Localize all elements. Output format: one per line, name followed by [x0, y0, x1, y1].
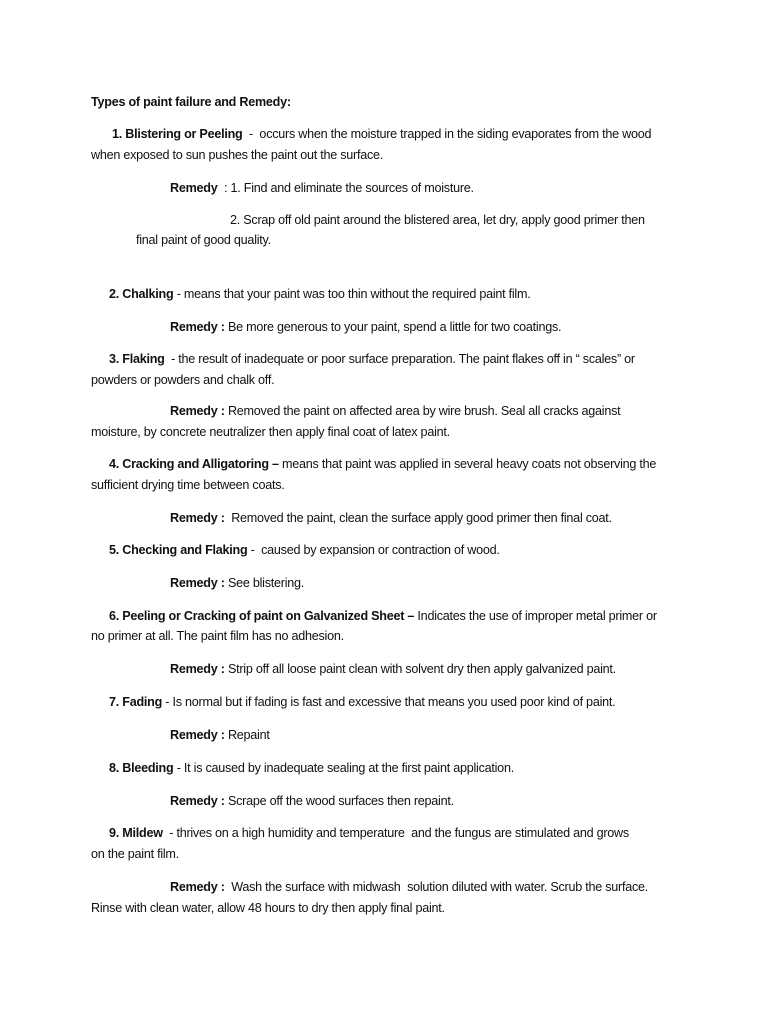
item-7-description: - Is normal but if fading is fast and excessive that means you used poor kind of paint.	[162, 695, 616, 709]
item-8-number: 8.	[109, 761, 120, 775]
item-1-remedy-label: Remedy	[170, 181, 218, 195]
item-6-heading-line	[109, 608, 657, 624]
item-3-description-line1: - the result of inadequate or poor surface preparation. The paint flakes off in “ scales” or	[164, 352, 635, 366]
item-6-remedy-line	[170, 661, 616, 677]
item-5-remedy-text: See blistering.	[224, 576, 305, 590]
item-3-remedy-label: Remedy :	[170, 404, 225, 418]
item-6-description-line2: no primer at all. The paint film has no adhesion.	[91, 629, 344, 643]
item-5-heading-line	[109, 542, 500, 558]
item-2-term: Chalking	[122, 287, 174, 301]
item-1-remedy-line	[170, 180, 474, 196]
item-7-remedy-text: Repaint	[224, 728, 270, 742]
item-8-remedy-line	[170, 793, 454, 809]
item-8-heading-line	[109, 760, 514, 776]
item-4-term: Cracking and Alligatoring –	[122, 457, 279, 471]
item-3-heading-line	[109, 351, 635, 367]
item-4-heading-line	[109, 456, 656, 472]
item-6-remedy-label: Remedy :	[170, 662, 225, 676]
item-1-remedy-step1: : 1. Find and eliminate the sources of moisture.	[217, 181, 474, 195]
item-8-description: - It is caused by inadequate sealing at the first paint application.	[173, 761, 514, 775]
item-8-remedy-label: Remedy :	[170, 794, 225, 808]
item-9-heading-line	[109, 825, 629, 841]
item-9-remedy-line1	[170, 879, 648, 895]
item-7-remedy-line	[170, 727, 270, 743]
item-6-remedy-text: Strip off all loose paint clean with solvent dry then apply galvanized paint.	[224, 662, 616, 676]
item-5-description: - caused by expansion or contraction of wood.	[247, 543, 500, 557]
item-2-remedy-line	[170, 319, 561, 335]
item-1-description-line2: when exposed to sun pushes the paint out the surface.	[91, 148, 384, 162]
item-9-number: 9.	[109, 826, 120, 840]
item-7-heading-line	[109, 694, 615, 710]
item-5-number: 5.	[109, 543, 120, 557]
document-title: Types of paint failure and Remedy:	[91, 95, 291, 109]
item-7-number: 7.	[109, 695, 120, 709]
item-3-description-line2: powders or powders and chalk off.	[91, 373, 275, 387]
item-2-remedy-label: Remedy :	[170, 320, 225, 334]
item-9-term: Mildew	[122, 826, 163, 840]
item-4-remedy-text: Removed the paint, clean the surface apply good primer then final coat.	[224, 511, 612, 525]
item-6-description-line1: Indicates the use of improper metal primer or	[414, 609, 657, 623]
item-4-description-line2: sufficient drying time between coats.	[91, 478, 285, 492]
item-1-term: Blistering or Peeling	[125, 127, 243, 141]
item-6-term: Peeling or Cracking of paint on Galvanized Sheet –	[122, 609, 415, 623]
item-9-remedy-label: Remedy :	[170, 880, 225, 894]
item-4-number: 4.	[109, 457, 120, 471]
item-9-remedy-line2: Rinse with clean water, allow 48 hours to dry then apply final paint.	[91, 901, 445, 915]
item-7-remedy-label: Remedy :	[170, 728, 225, 742]
item-3-remedy-line1	[170, 403, 620, 419]
item-3-remedy-text-line1: Removed the paint on affected area by wire brush. Seal all cracks against	[224, 404, 621, 418]
item-2-heading-line	[109, 286, 530, 302]
item-7-term: Fading	[122, 695, 163, 709]
item-9-remedy-text-line1: Wash the surface with midwash solution diluted with water. Scrub the surface.	[224, 880, 649, 894]
item-5-term: Checking and Flaking	[122, 543, 248, 557]
item-1-separator: -	[242, 127, 257, 141]
item-3-remedy-line2: moisture, by concrete neutralizer then apply final coat of latex paint.	[91, 425, 450, 439]
item-8-remedy-text: Scrape off the wood surfaces then repaint.	[224, 794, 454, 808]
item-4-remedy-label: Remedy :	[170, 511, 225, 525]
item-1-remedy-step2-line1: 2. Scrap off old paint around the blistered area, let dry, apply good primer then	[230, 213, 645, 227]
item-1-heading-line	[112, 126, 651, 142]
item-5-remedy-label: Remedy :	[170, 576, 225, 590]
item-2-number: 2.	[109, 287, 120, 301]
item-1-description-line1: occurs when the moisture trapped in the siding evaporates from the wood	[256, 127, 652, 141]
item-3-number: 3.	[109, 352, 120, 366]
item-1-number: 1.	[112, 127, 123, 141]
item-2-description: - means that your paint was too thin without the required paint film.	[173, 287, 531, 301]
item-4-remedy-line	[170, 510, 612, 526]
item-4-description-line1: means that paint was applied in several heavy coats not observing the	[278, 457, 657, 471]
item-1-remedy-step2-line2: final paint of good quality.	[136, 233, 271, 247]
item-3-term: Flaking	[122, 352, 165, 366]
item-8-term: Bleeding	[122, 761, 174, 775]
item-5-remedy-line	[170, 575, 304, 591]
item-9-description-line1: - thrives on a high humidity and temperature and the fungus are stimulated and grows	[162, 826, 629, 840]
item-9-description-line2: on the paint film.	[91, 847, 179, 861]
item-6-number: 6.	[109, 609, 120, 623]
item-2-remedy-text: Be more generous to your paint, spend a little for two coatings.	[224, 320, 562, 334]
